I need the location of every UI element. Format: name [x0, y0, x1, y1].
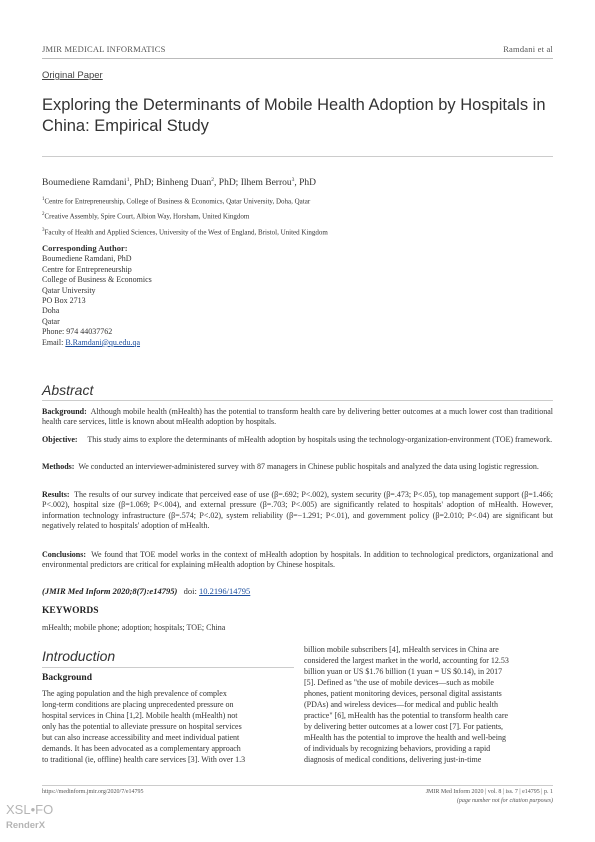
text-line: hospital services in China [1,2]. Mobile health (mHealth) not — [42, 711, 238, 720]
xslfo-watermark: XSL•FO — [6, 802, 54, 817]
doi-link[interactable]: 10.2196/14795 — [199, 586, 251, 596]
keywords-heading: KEYWORDS — [42, 606, 99, 616]
running-author: Ramdani et al — [503, 44, 553, 54]
text-line: to traditional (ie, offline) health care services [3]. With over 1.3 — [42, 755, 246, 764]
corresponding-line: Doha — [42, 306, 60, 316]
text-line: (PDAs) and wireless devices—for medical and public health — [304, 700, 498, 709]
text-line: mHealth has the potential to improve the health and well-being — [304, 733, 506, 742]
email-link[interactable]: B.Ramdani@qu.edu.qa — [65, 337, 141, 347]
abstract-results: Results: The results of our survey indicate that perceived ease of use (β=.692; P<.002), system security (β=.473; P<.05), top management support (β=1.466; P<.002), hospital size (β=1.069; P<.004), and external pressure (β=.703; P<.005) are significantly related to hospitals' adoption of mHealth. However, information technology infrastructure (β=.574; P<.02), system reliability (β=−1.291; P<.01), and government policy (β=2.010; P<.04) are significant but negatively related to hospitals' adoption of mHealth. — [42, 490, 554, 531]
author-degree: , PhD; — [214, 178, 241, 189]
text-line: practice" [6], mHealth has the potential to transform health care — [304, 711, 509, 720]
author-degree: , PhD; — [129, 178, 157, 189]
article-type: Original Paper — [42, 70, 103, 81]
text-line: billion yuan or US $1.76 billion (1 yuan = US $0.14), in 2017 — [304, 667, 503, 676]
text-line: of individuals by recognizing behaviors, providing a rapid — [304, 744, 491, 753]
title-rule — [42, 156, 553, 157]
author-affiliation-mark: 3 — [291, 177, 295, 183]
intro-right-column — [304, 644, 554, 765]
renderx-watermark: RenderX — [6, 820, 46, 831]
corresponding-line: College of Business & Economics — [42, 275, 152, 285]
footer-issue: JMIR Med Inform 2020 | vol. 8 | iss. 7 | e14795 | p. 1 — [425, 789, 553, 795]
abstract-rule — [42, 400, 553, 401]
author-name: Binheng Duan — [156, 178, 212, 189]
abstract-conclusions: Conclusions: We found that TOE model works in the context of mHealth adoption by hospitals. In addition to technological predictors, organizational and environmental predictors are critical for explaining mHealth adoption by Chinese hospitals. — [42, 550, 554, 570]
author-affiliation-mark: 2 — [211, 177, 215, 183]
introduction-heading: Introduction — [42, 648, 116, 664]
background-subheading: Background — [42, 673, 92, 683]
text-line: by delivering better outcomes at a lower cost [7]. For patients, — [304, 722, 504, 731]
author-degree: , PhD — [294, 178, 317, 189]
abstract-heading: Abstract — [42, 382, 94, 398]
text-line: only has the potential to alleviate pressure on hospital services — [42, 722, 242, 731]
text-line: long-term conditions are placing unprecedented pressure on — [42, 700, 234, 709]
corresponding-line: Qatar — [42, 316, 60, 326]
footer-url: https://medinform.jmir.org/2020/7/e14795 — [42, 789, 144, 795]
header-rule — [42, 58, 553, 59]
journal-name: JMIR MEDICAL INFORMATICS — [42, 44, 166, 54]
corresponding-author — [42, 243, 342, 348]
text-line: [5]. Defined as "the use of mobile devices—such as mobile — [304, 678, 494, 687]
footer-note: (page number not for citation purposes) — [456, 798, 553, 804]
corresponding-line: PO Box 2713 — [42, 296, 86, 306]
corresponding-line: Qatar University — [42, 285, 96, 295]
introduction-rule — [42, 667, 294, 668]
abstract-objective: Objective: This study aims to explore the determinants of mHealth adoption by hospitals using the technology-organization-environment (TOE) framework. — [42, 435, 553, 444]
affiliation-item: $^3$Faculty of Health and Applied Sciences, University of the West of England, Bristol, United Kingdom — [42, 227, 328, 236]
abstract-background: Background: Although mobile health (mHealth) has the potential to transform health care by delivering better outcomes at a much lower cost than traditional health care services, little is known about mHealth adoption by hospitals. — [42, 407, 553, 427]
text-line: demands. It has been advocated as a complementary approach — [42, 744, 241, 753]
affiliations — [42, 193, 557, 239]
corresponding-line: Phone: 974 44037762 — [42, 327, 113, 337]
affiliation-item: $^1$Centre for Entrepreneurship, College of Business & Economics, Qatar University, Doha, Qatar — [42, 197, 311, 206]
footer-rule — [42, 785, 553, 786]
email-label: Email: — [42, 337, 66, 347]
author-affiliation-mark: 1 — [126, 177, 130, 183]
affiliation-item: $^2$Creative Assembly, Spire Court, Albion Way, Horsham, United Kingdom — [42, 212, 250, 221]
text-line: The aging population and the high prevalence of complex — [42, 689, 227, 698]
text-line: but can also increase accessibility and meet individual patient — [42, 733, 240, 742]
author-name: Boumediene Ramdani — [42, 178, 127, 189]
keywords-text: mHealth; mobile phone; adoption; hospitals; TOE; China — [42, 623, 226, 632]
intro-left-column — [42, 688, 294, 765]
citation-line: (JMIR Med Inform 2020;8(7):e14795) doi: 10.2196/14795 — [42, 586, 251, 596]
corresponding-heading: Corresponding Author: — [42, 243, 128, 253]
text-line: phones, patient monitoring devices, personal digital assistants — [304, 689, 502, 698]
author-list — [42, 177, 316, 188]
author-name: Ilhem Berrou — [240, 178, 292, 189]
corresponding-line: Boumediene Ramdani, PhD — [42, 254, 132, 264]
text-line: considered the largest market in the world, accounting for 12.53 — [304, 656, 509, 665]
text-line: diagnosis of medical conditions, delivering just-in-time — [304, 755, 482, 764]
abstract-methods: Methods: We conducted an interviewer-administered survey with 87 managers in Chinese public hospitals and analyzed the data using logistic regression. — [42, 462, 539, 471]
corresponding-line: Centre for Entrepreneurship — [42, 264, 132, 274]
article-title: Exploring the Determinants of Mobile Health Adoption by Hospitals in China: Empirical Study — [42, 96, 546, 135]
text-line: billion mobile subscribers [4], mHealth services in China are — [304, 645, 499, 654]
